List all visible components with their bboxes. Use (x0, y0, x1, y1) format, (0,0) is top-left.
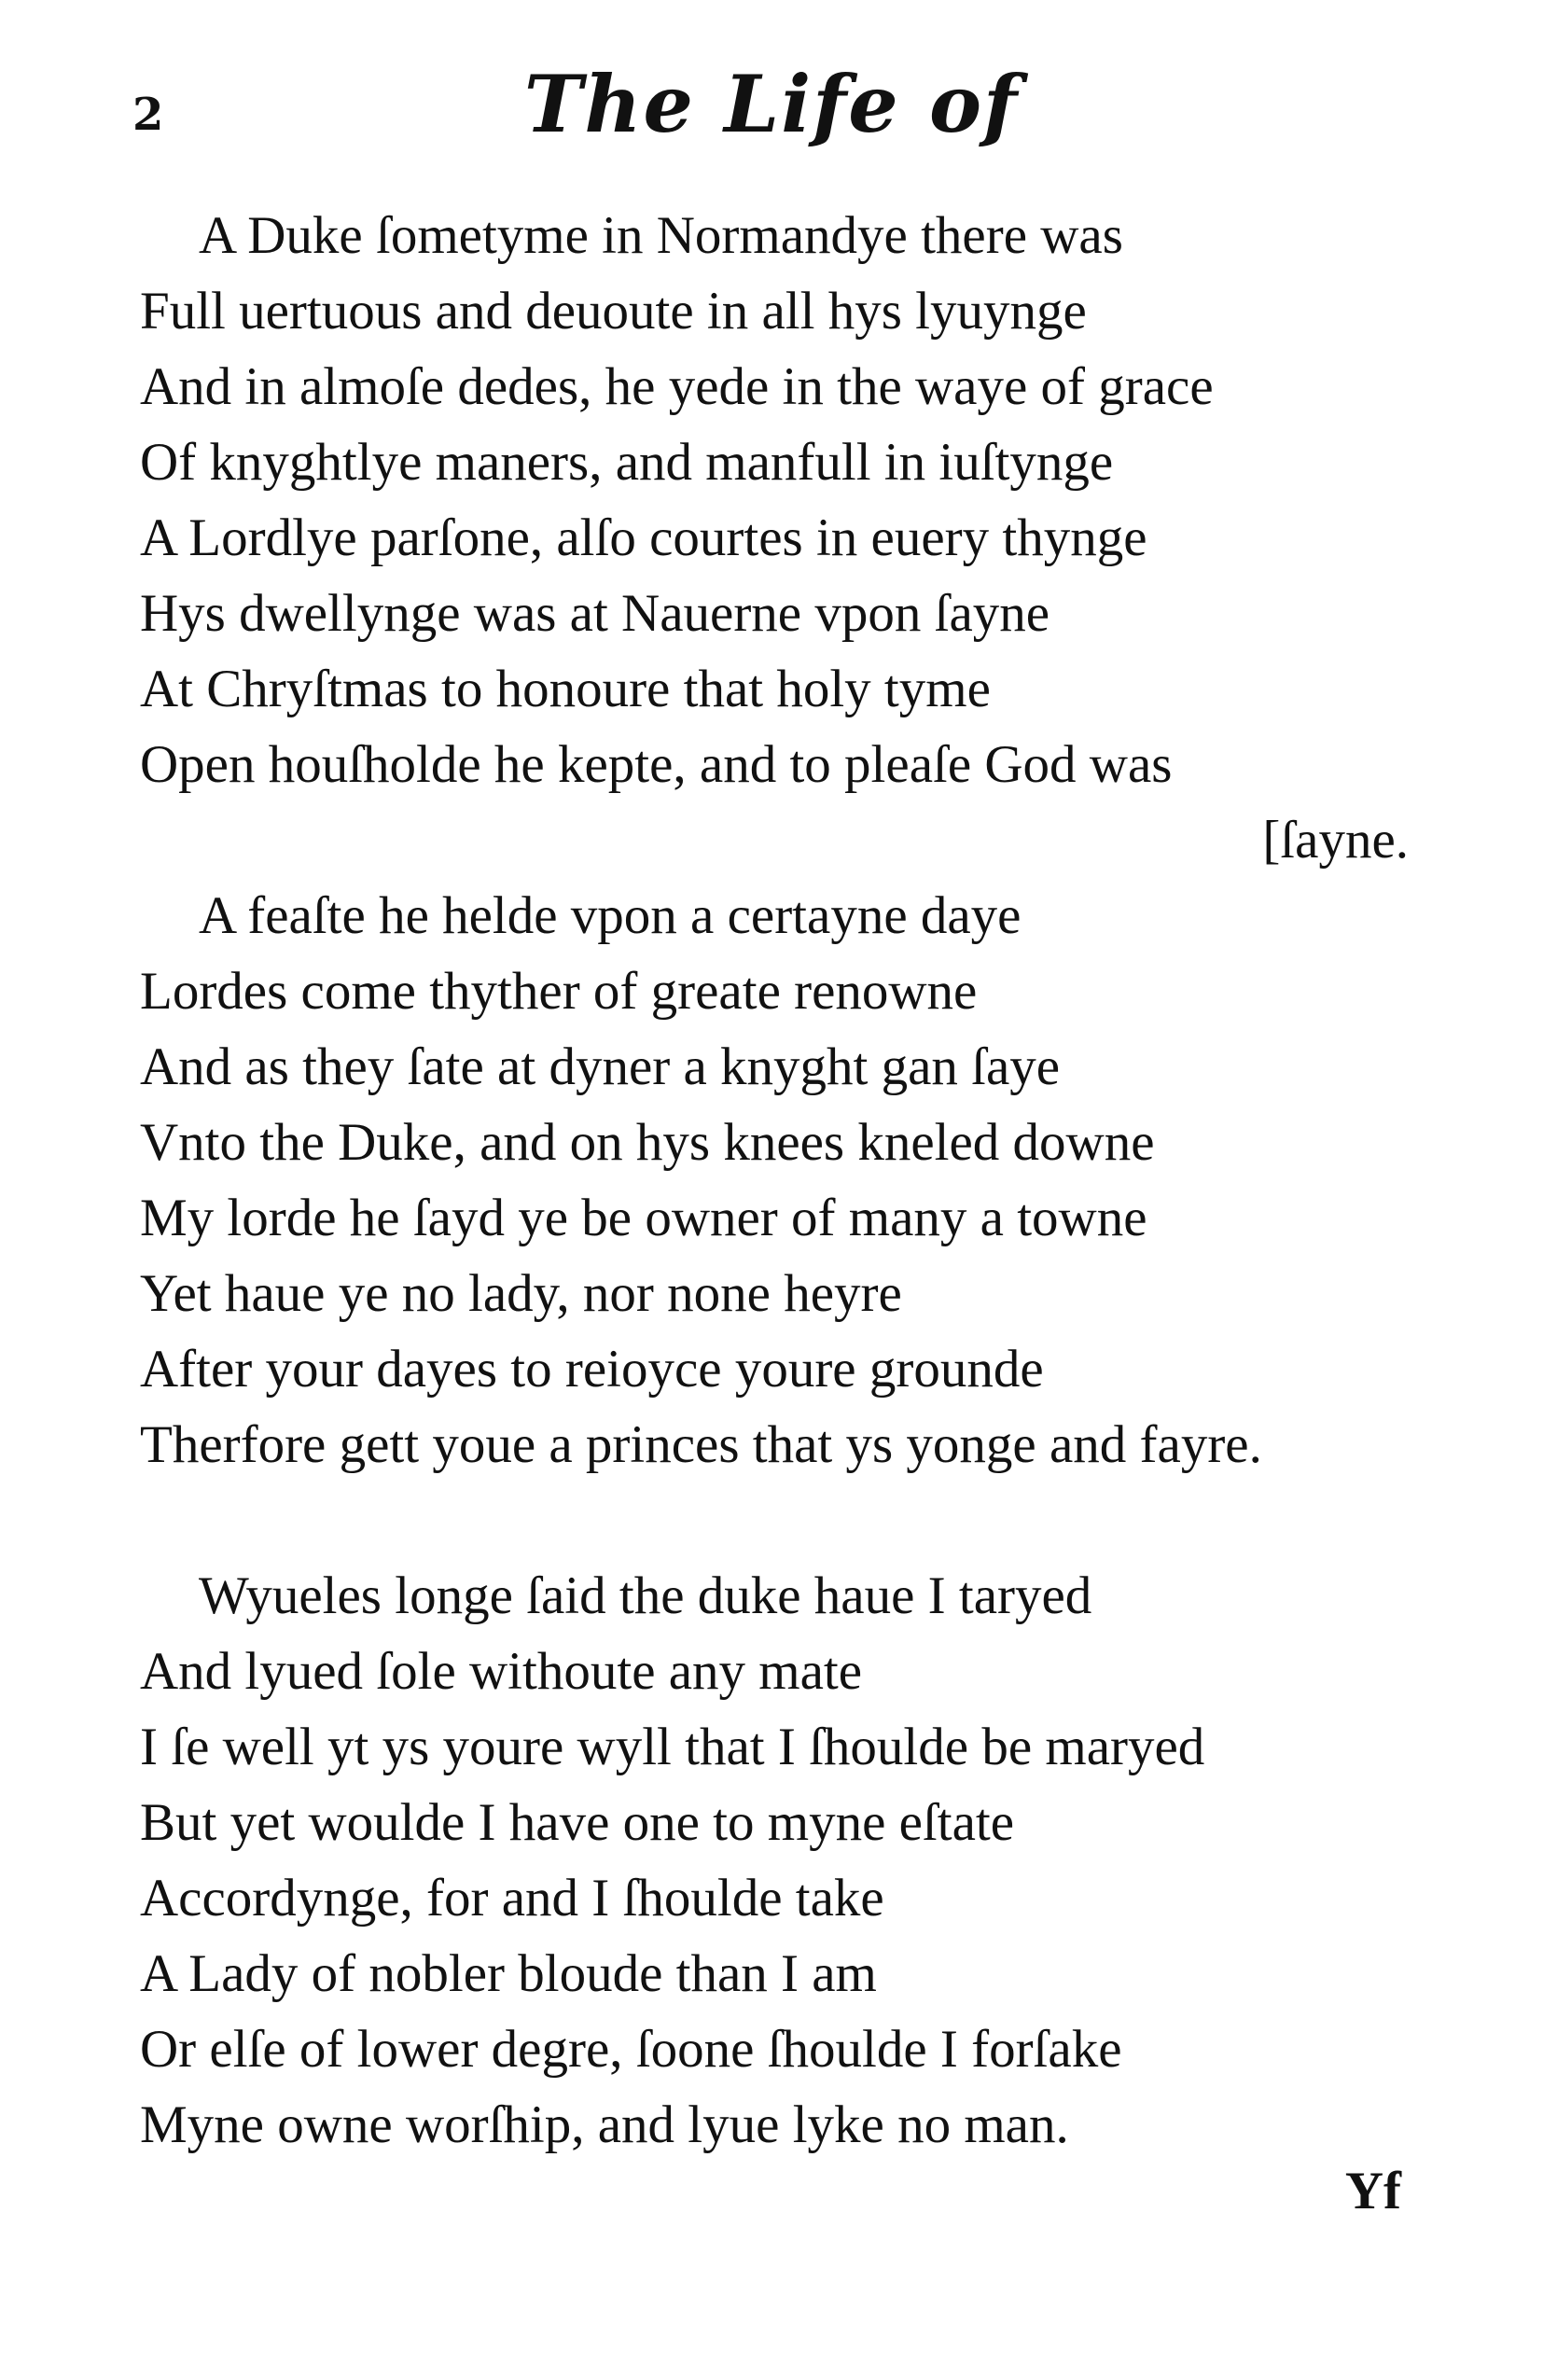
stanza-1 (140, 198, 1409, 878)
verse-line: And in almoſe dedes, he yede in the waye of grace (140, 357, 1214, 416)
verse-line: And as they ſate at dyner a knyght gan ſaye (140, 1037, 1061, 1096)
stanza-2 (140, 878, 1409, 1482)
running-head: The Life of (523, 58, 1020, 150)
verse-line: My lorde he ſayd ye be owner of many a towne (140, 1189, 1147, 1247)
page-number: 2 (132, 89, 164, 141)
verse-line: Wyueles longe ſaid the duke haue I taryed (199, 1566, 1092, 1625)
verse-line: Lordes come thyther of greate renowne (140, 962, 978, 1021)
verse-line: I ſe well yt ys youre wyll that I ſhoulde be maryed (140, 1718, 1205, 1776)
verse-line: And lyued ſole withoute any mate (140, 1642, 863, 1701)
verse-line: But yet woulde I have one to myne eſtate (140, 1793, 1015, 1852)
verse-line: Of knyghtlye maners, and manfull in iuſtynge (140, 433, 1114, 492)
verse-line: At Chryſtmas to honoure that holy tyme (140, 660, 991, 718)
verse-line: Vnto the Duke, and on hys knees kneled downe (140, 1113, 1155, 1172)
verse-line: Accordynge, for and I ſhoulde take (140, 1869, 884, 1928)
verse-line: After your dayes to reioyce youre grounde (140, 1340, 1044, 1399)
verse-line: A Lordlye parſone, alſo courtes in euery thynge (140, 508, 1147, 567)
verse-line: Therfore gett youe a princes that ys yonge and fayre. (140, 1415, 1262, 1474)
catchword: Yf (1344, 2162, 1401, 2220)
verse-turnover: [ſayne. (1262, 811, 1409, 870)
verse-line: Full uertuous and deuoute in all hys lyuynge (140, 282, 1087, 341)
verse-line: Yet haue ye no lady, nor none heyre (140, 1264, 902, 1323)
verse-line: A Lady of nobler bloude than I am (140, 1944, 877, 2003)
verse-line: Hys dwellynge was at Nauerne vpon ſayne (140, 584, 1050, 643)
poem-text (140, 198, 1409, 2163)
verse-line: Or elſe of lower degre, ſoone ſhoulde I forſake (140, 2020, 1122, 2079)
verse-line: A Duke ſometyme in Normandye there was (199, 206, 1123, 265)
verse-line: Myne owne worſhip, and lyue lyke no man. (140, 2095, 1069, 2154)
verse-line: Open houſholde he kepte, and to pleaſe God was (140, 735, 1173, 794)
stanza-3 (140, 1558, 1409, 2163)
verse-line: A feaſte he helde vpon a certayne daye (199, 886, 1022, 945)
